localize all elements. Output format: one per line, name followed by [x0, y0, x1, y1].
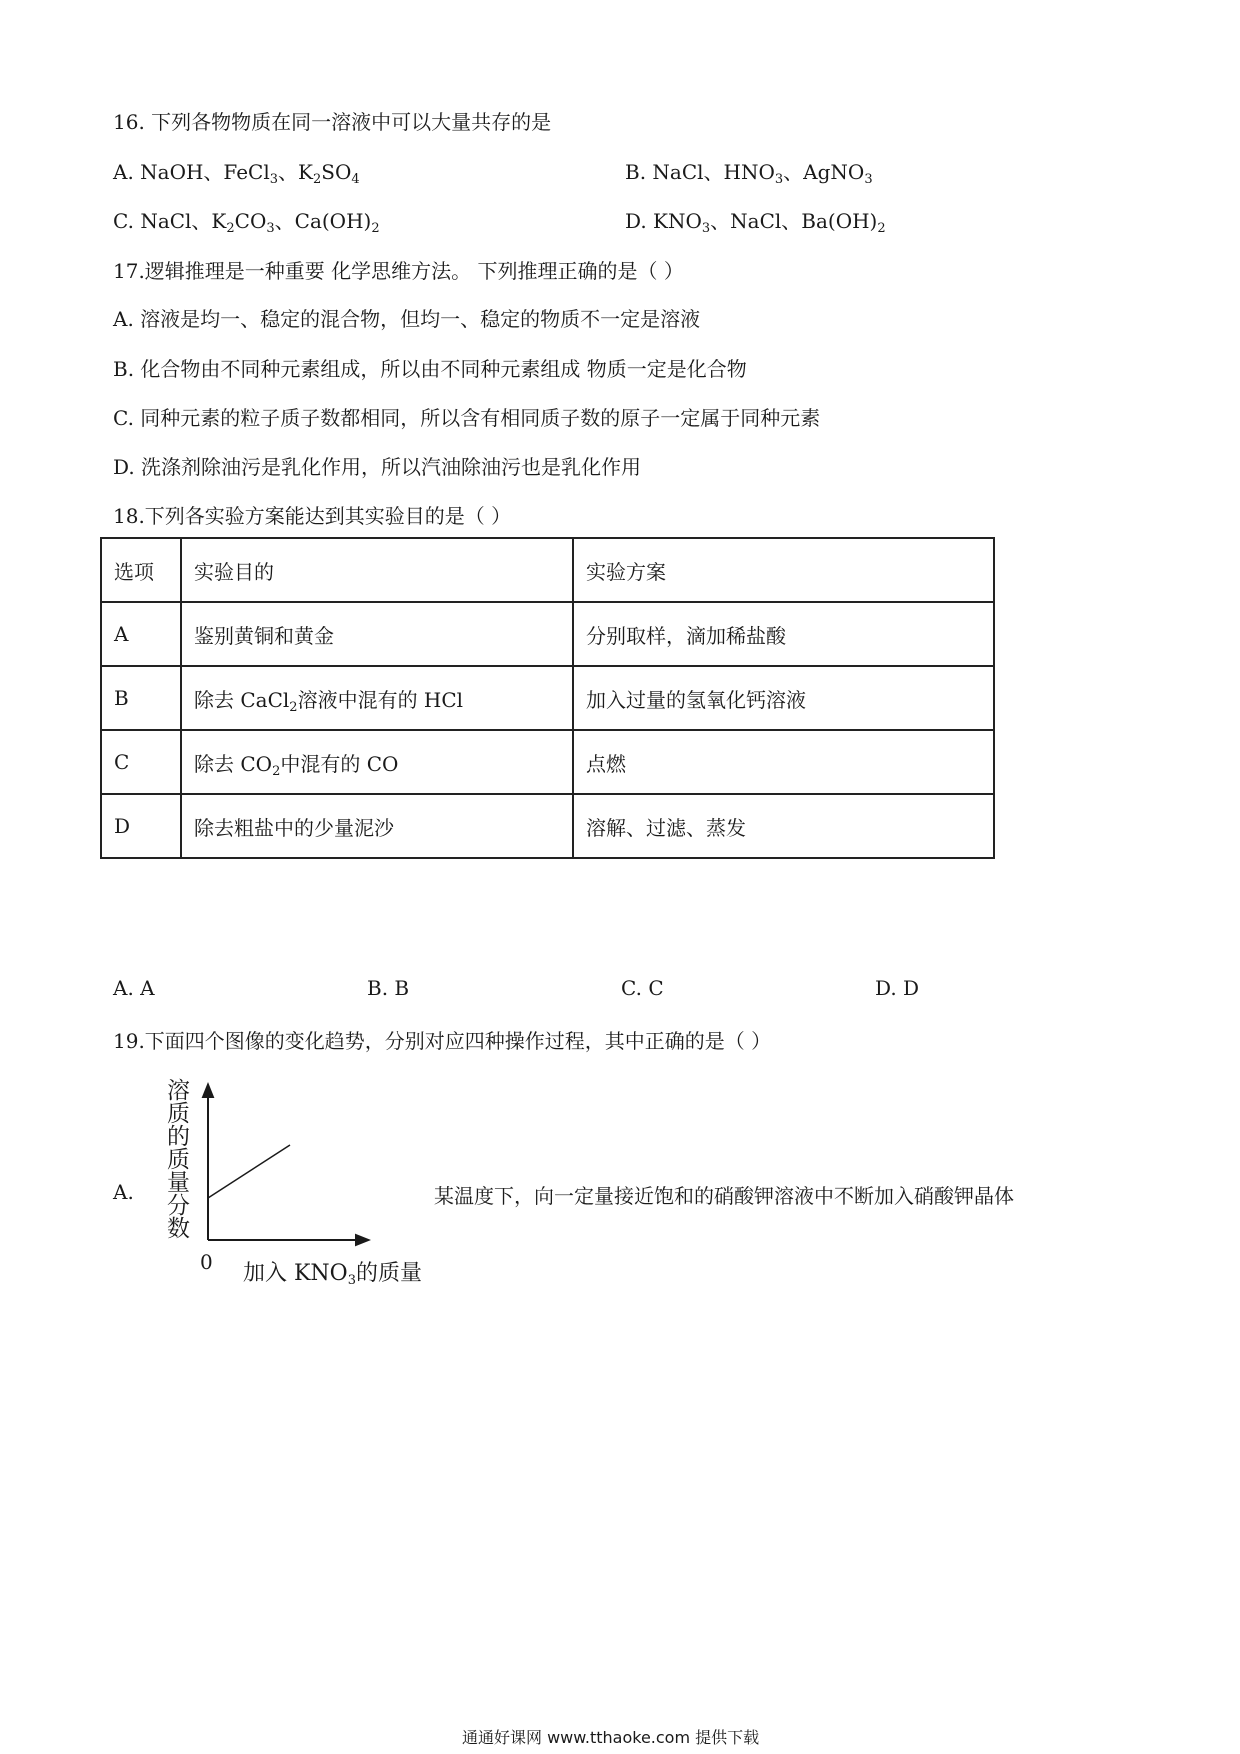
row-option: C: [101, 730, 181, 794]
graph-y-axis-label: 溶质的质量分数: [163, 1078, 189, 1239]
q16-stem: 16. 下列各物物质在同一溶液中可以大量共存的是: [113, 110, 552, 134]
q17-option-d: D. 洗涤剂除油污是乳化作用，所以汽油除油污也是乳化作用: [113, 455, 642, 479]
row-goal: 鉴别黄铜和黄金: [181, 602, 573, 666]
page-footer: 通通好课网 www.tthaoke.com 提供下载: [462, 1728, 760, 1747]
q17-option-c: C. 同种元素的粒子质子数都相同，所以含有相同质子数的原子一定属于同种元素: [113, 406, 821, 430]
q18-choice-c: C. C: [621, 976, 664, 1000]
row-option: D: [101, 794, 181, 858]
table-row: [101, 730, 994, 794]
graph-a: [158, 1080, 378, 1260]
q19-option-a-label: A.: [113, 1180, 134, 1204]
q16-option-b: B. NaCl、$HNO_3$、AgNO$_3$: [625, 160, 873, 187]
experiment-table: [100, 537, 995, 859]
row-plan: 点燃: [573, 730, 994, 794]
graph-x-axis-label: 加入 $KNO_3$的质量: [243, 1261, 423, 1288]
header-option: 选项: [101, 538, 181, 602]
row-goal: 除去 CaCl$_2$溶液中混有的 HCl: [181, 666, 573, 730]
table-header-row: [101, 538, 994, 602]
row-plan: 加入过量的氢氧化钙溶液: [573, 666, 994, 730]
row-option: A: [101, 602, 181, 666]
q19-stem: 19.下面四个图像的变化趋势，分别对应四种操作过程，其中正确的是（ ）: [113, 1029, 772, 1053]
q19-option-a-description: 某温度下，向一定量接近饱和的硝酸钾溶液中不断加入硝酸钾晶体: [434, 1184, 1014, 1208]
q16-option-d: D. $KNO_3$、NaCl、$Ba(OH)_2$: [625, 209, 886, 236]
q17-stem: 17.逻辑推理是一种重要 化学思维方法。 下列推理正确的是（ ）: [113, 259, 684, 283]
q18-choice-d: D. D: [875, 976, 920, 1000]
q18-choice-b: B. B: [367, 976, 410, 1000]
row-goal: 除去 $CO_2$中混有的 CO: [181, 730, 573, 794]
q17-option-b: B. 化合物由不同种元素组成，所以由不同种元素组成 物质一定是化合物: [113, 357, 747, 381]
q16-option-a: A. NaOH、FeCl$_3$、$K_2SO_4$: [113, 160, 360, 187]
graph-trend-line: [208, 1145, 290, 1198]
header-goal: 实验目的: [181, 538, 573, 602]
row-plan: 分别取样，滴加稀盐酸: [573, 602, 994, 666]
row-plan: 溶解、过滤、蒸发: [573, 794, 994, 858]
row-option: B: [101, 666, 181, 730]
q16-option-c: C. NaCl、$K_2CO_3$、$Ca(OH)_2$: [113, 209, 380, 236]
header-plan: 实验方案: [573, 538, 994, 602]
table-row: [101, 794, 994, 858]
q18-stem: 18.下列各实验方案能达到其实验目的是（ ）: [113, 504, 512, 528]
graph-origin-label: 0: [200, 1250, 213, 1274]
table-row: [101, 602, 994, 666]
table-row: [101, 666, 994, 730]
row-goal: 除去粗盐中的少量泥沙: [181, 794, 573, 858]
q18-choice-a: A. A: [113, 976, 155, 1000]
q17-option-a: A. 溶液是均一、稳定的混合物，但均一、稳定的物质不一定是溶液: [113, 307, 701, 331]
